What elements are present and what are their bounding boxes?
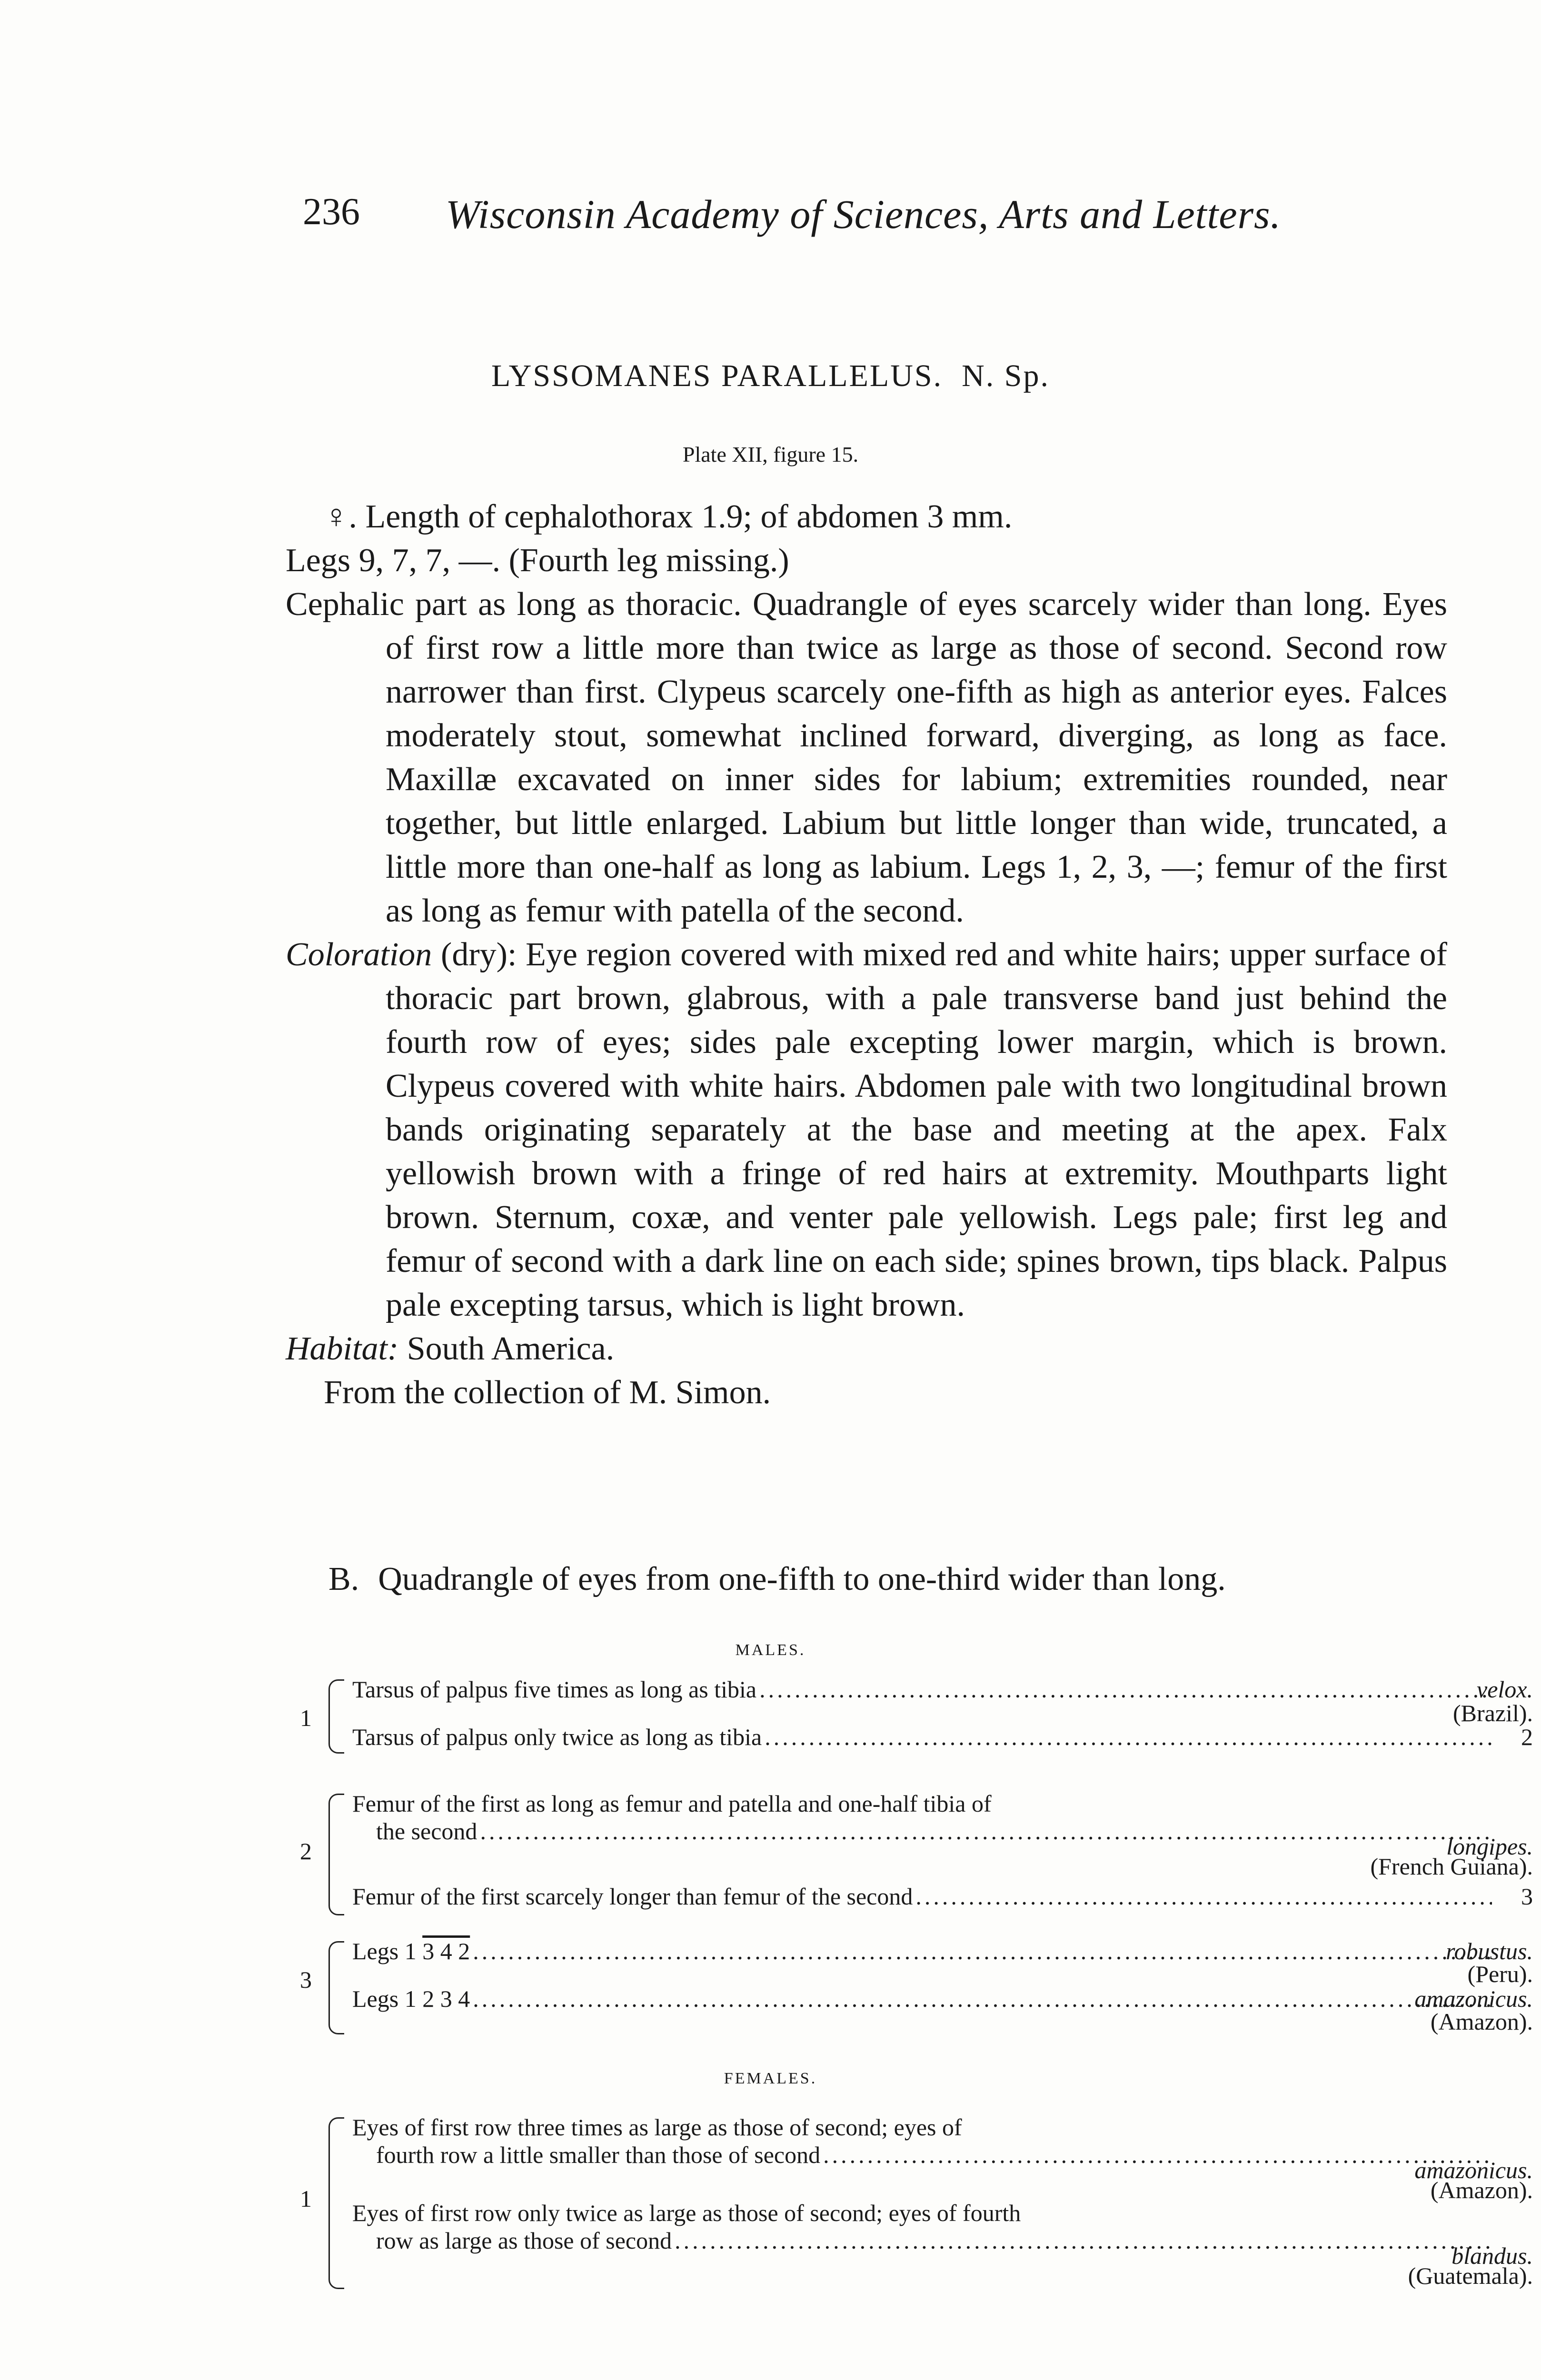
- page-number: 236: [303, 191, 360, 233]
- couplet-number: 1: [300, 1705, 312, 1731]
- taxon-name: amazonicus.: [1414, 2157, 1533, 2183]
- taxon-name: velox.: [1477, 1676, 1533, 1703]
- couplet-number: 3: [300, 1966, 312, 1993]
- species-title: [0, 358, 1541, 394]
- leader-dots: [480, 1817, 1492, 1845]
- lead-text: the second: [376, 1818, 477, 1844]
- leader-dots: [675, 2227, 1492, 2254]
- males-heading: MALES.: [735, 1641, 806, 1659]
- coloration-label: Coloration: [286, 936, 432, 973]
- couplet-reference: 3: [1521, 1883, 1533, 1910]
- female-measurements: ♀. Length of cephalothorax 1.9; of abdomen 3 mm.: [324, 498, 1013, 535]
- lead-text: [352, 1937, 470, 1965]
- couplet-brace: [328, 1679, 344, 1754]
- taxon-locality: (Amazon).: [1430, 2177, 1533, 2203]
- coloration-text: (dry): Eye region covered with mixed red and white hairs; upper surface of thoracic part brown, glabrous, with a pale transverse band just behind the fourth row of eyes; sides pale excepting lower margin, which is brown. Clypeus covered with white hairs. Abdomen pale with two longitudinal brown bands originating separately at the base and meeting at the apex. Falx yellowish brown with a fringe of red hairs at extremity. Mouthparts light brown. Sternum, coxæ, and venter pale yellowish. Legs pale; first leg and femur of second with a dark line on each side; spines brown, tips black. Palpus pale excepting tarsus, which is light brown.: [386, 936, 1447, 1323]
- leg-measurements: Legs 9, 7, 7, —. (Fourth leg missing.): [286, 542, 789, 579]
- lead-text: Eyes of first row three times as large as those of second; eyes of: [352, 2114, 962, 2141]
- key-lead: [352, 1883, 1533, 1910]
- females-heading: FEMALES.: [724, 2070, 817, 2087]
- species-status: N. Sp.: [962, 358, 1050, 393]
- species-description: [286, 495, 1447, 1415]
- key-lead: [352, 1790, 1533, 1880]
- habitat-label: Habitat:: [286, 1330, 399, 1367]
- leader-dots: [823, 2141, 1492, 2169]
- couplet-brace: [328, 1794, 344, 1915]
- coloration-paragraph: [286, 933, 1447, 1327]
- section-text: Quadrangle of eyes from one-fifth to one-third wider than long.: [378, 1561, 1226, 1597]
- couplet-brace: [328, 2117, 344, 2289]
- habitat-line: [286, 1327, 1447, 1371]
- taxon-locality: (Brazil).: [1453, 1700, 1533, 1726]
- lead-prefix: Legs 1: [352, 1938, 423, 1964]
- key-lead: [352, 1723, 1533, 1751]
- key-lead: [352, 1985, 1533, 2035]
- lead-text: Tarsus of palpus five times as long as tibia: [352, 1676, 757, 1703]
- leader-dots: [473, 1985, 1492, 2013]
- taxon-name: amazonicus.: [1414, 1985, 1533, 2012]
- collection-note: From the collection of M. Simon.: [324, 1374, 771, 1411]
- lead-text: Legs 1 2 3 4: [352, 1985, 470, 2012]
- taxon-locality: (Peru).: [1467, 1961, 1533, 1987]
- key-couplet: [276, 1790, 1533, 1914]
- lead-text: Femur of the first as long as femur and patella and one-half tibia of: [352, 1790, 992, 1817]
- taxon-name: blandus.: [1452, 2242, 1533, 2269]
- couplet-number: 1: [300, 2185, 312, 2212]
- taxon-locality: (French Guiana).: [1370, 1853, 1533, 1880]
- lead-text: Tarsus of palpus only twice as long as tibia: [352, 1724, 762, 1750]
- leader-dots: [765, 1723, 1492, 1751]
- lead-overlined-digits: 3 4 2: [422, 1938, 470, 1964]
- key-couplet: [276, 2113, 1533, 2304]
- lead-text: Eyes of first row only twice as large as those of second; eyes of fourth: [352, 2200, 1021, 2226]
- section-letter: B.: [328, 1561, 359, 1597]
- plate-reference: Plate XII, figure 15.: [682, 442, 859, 466]
- running-head: [303, 190, 1455, 248]
- taxon-name: longipes.: [1446, 1833, 1533, 1860]
- couplet-brace: [328, 1941, 344, 2034]
- couplet-number: 2: [300, 1838, 312, 1864]
- key-lead: [352, 1937, 1533, 1987]
- taxon-locality: (Guatemala).: [1408, 2262, 1533, 2289]
- leader-dots: [473, 1937, 1492, 1965]
- leader-dots: [759, 1676, 1492, 1703]
- lead-text: fourth row a little smaller than those of second: [376, 2142, 821, 2168]
- cephalic-description: Cephalic part as long as thoracic. Quadrangle of eyes scarcely wider than long. Eyes of first row a little more than twice as large as those of second. Second row narrower than first. Clypeus scarcely one-fifth as high as anterior eyes. Falces moderately stout, somewhat inclined forward, diverging, as long as face. Maxillæ excavated on inner sides for labium; extremities rounded, near together, but little enlarged. Labium but little longer than wide, truncated, a little more than one-half as long as labium. Legs 1, 2, 3, —; femur of the first as long as femur with patella of the second.: [286, 586, 1447, 929]
- taxon-locality: (Amazon).: [1430, 2008, 1533, 2035]
- couplet-reference: 2: [1521, 1724, 1533, 1750]
- lead-text: row as large as those of second: [376, 2227, 672, 2254]
- species-name: LYSSOMANES PARALLELUS.: [491, 358, 943, 393]
- journal-title: Wisconsin Academy of Sciences, Arts and Letters.: [446, 191, 1282, 237]
- habitat-text: South America.: [398, 1330, 615, 1367]
- leader-dots: [915, 1883, 1492, 1910]
- key-couplet: [276, 1937, 1533, 2047]
- taxon-name: robustus.: [1446, 1938, 1533, 1964]
- lead-text: Femur of the first scarcely longer than femur of the second: [352, 1883, 913, 1910]
- key-lead: [352, 1676, 1533, 1726]
- key-lead: [352, 2113, 1533, 2203]
- section-b-heading: [328, 1560, 1226, 1598]
- key-lead: [352, 2199, 1533, 2289]
- key-couplet: [276, 1676, 1533, 1771]
